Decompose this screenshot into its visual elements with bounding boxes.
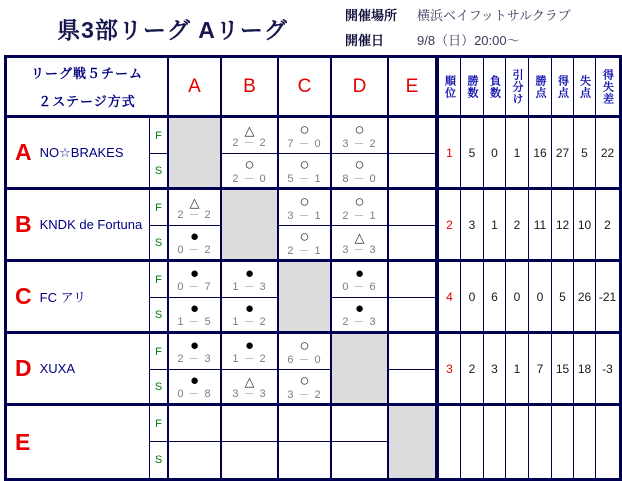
stat-A-goal-diff: 22 (596, 118, 619, 190)
page-title: 県3部リーグ Aリーグ (57, 17, 288, 43)
result-score: 7 － 0 (287, 137, 322, 150)
result-symbol: ○ (354, 119, 365, 139)
result-C-vs-B-S (222, 298, 279, 334)
team-row-label-D (7, 334, 150, 406)
team-row-label-B (7, 190, 150, 262)
date-value: 9/8（日）20:00～ (417, 33, 520, 48)
result-C-vs-A-S (169, 298, 222, 334)
result-symbol: ○ (299, 119, 310, 139)
result-symbol: ● (244, 300, 255, 317)
result-B-vs-C-S (279, 226, 332, 262)
stage-label-D-F: F (150, 334, 169, 370)
stat-E-losses (484, 406, 506, 478)
result-A-vs-B-S (222, 154, 279, 190)
corner-note-line1: リーグ戦５チーム (30, 66, 143, 81)
team-row-label-C (7, 262, 150, 334)
result-D-vs-C-F (279, 334, 332, 370)
stat-B-losses: 1 (484, 190, 506, 262)
result-D-vs-E-S (389, 370, 439, 406)
result-D-vs-C-S (279, 370, 332, 406)
result-symbol: △ (354, 229, 365, 245)
result-B-vs-A-F (169, 190, 222, 226)
stat-A-rank: 1 (439, 118, 461, 190)
opponent-header-C: C (279, 58, 332, 118)
result-score: 5 － 1 (287, 172, 322, 185)
result-score: 2 － 0 (232, 172, 267, 185)
result-score: 2 － 1 (342, 209, 377, 222)
result-symbol: ○ (354, 191, 365, 211)
venue-row (345, 5, 571, 24)
stat-B-goal-diff: 2 (596, 190, 619, 262)
stat-E-draws (506, 406, 529, 478)
result-A-vs-D-F (332, 118, 389, 154)
team-letter: A (15, 139, 32, 165)
diagonal-cell-E (389, 406, 439, 478)
team-letter: E (15, 428, 31, 455)
result-score: 2 － 3 (342, 316, 377, 328)
stat-D-losses: 3 (484, 334, 506, 406)
team-row-label-A (7, 118, 150, 190)
result-symbol: ● (354, 300, 365, 317)
result-score: 1 － 3 (232, 281, 267, 293)
result-score: 0 － 7 (177, 281, 212, 293)
stage-label-B-S: S (150, 226, 169, 262)
stat-header-points: 勝点 (529, 58, 552, 118)
stat-B-goals-for: 12 (552, 190, 574, 262)
stat-C-losses: 6 (484, 262, 506, 334)
league-table (4, 55, 622, 481)
result-E-vs-A-F (169, 406, 222, 442)
result-D-vs-A-F (169, 334, 222, 370)
result-E-vs-D-S (332, 442, 389, 478)
stat-header-goals-against: 失点 (574, 58, 596, 118)
result-symbol: ● (189, 265, 200, 282)
result-symbol: ○ (299, 370, 310, 390)
result-symbol: ● (189, 372, 200, 389)
stat-A-wins: 5 (461, 118, 484, 190)
stat-C-goals-against: 26 (574, 262, 596, 334)
result-score: 8 － 0 (342, 172, 377, 185)
team-letter: B (15, 211, 32, 237)
stat-A-draws: 1 (506, 118, 529, 190)
stat-D-wins: 2 (461, 334, 484, 406)
stat-B-points: 11 (529, 190, 552, 262)
result-A-vs-C-S (279, 154, 332, 190)
stat-B-wins: 3 (461, 190, 484, 262)
team-name: NO☆BRAKES (39, 144, 124, 160)
opponent-header-A: A (169, 58, 222, 118)
opponent-header-E: E (389, 58, 439, 118)
result-symbol: ○ (354, 154, 365, 174)
result-A-vs-E-F (389, 118, 439, 154)
result-symbol: ○ (244, 154, 255, 174)
result-D-vs-A-S (169, 370, 222, 406)
result-score: 2 － 2 (177, 208, 212, 221)
stage-label-A-F: F (150, 118, 169, 154)
result-E-vs-C-S (279, 442, 332, 478)
result-symbol: ● (189, 228, 200, 245)
diagonal-cell-D (332, 334, 389, 406)
diagonal-cell-A (169, 118, 222, 190)
venue-label: 開催場所 (345, 8, 398, 23)
page-header (0, 0, 622, 55)
team-name: FC アリ (39, 290, 87, 305)
result-symbol: ● (189, 337, 200, 354)
stage-label-B-F: F (150, 190, 169, 226)
opponent-header-D: D (332, 58, 389, 118)
result-score: 3 － 3 (342, 243, 377, 256)
opponent-header-B: B (222, 58, 279, 118)
team-letter: C (15, 283, 32, 309)
result-E-vs-A-S (169, 442, 222, 478)
result-symbol: ● (189, 300, 200, 317)
stat-A-goals-against: 5 (574, 118, 596, 190)
result-symbol: ○ (299, 335, 310, 355)
result-score: 0 － 6 (342, 281, 377, 293)
result-score: 2 － 3 (177, 353, 212, 365)
result-score: 0 － 2 (177, 244, 212, 256)
stage-label-E-S: S (150, 442, 169, 478)
result-score: 1 － 2 (232, 353, 267, 365)
venue-value: 横浜ベイフットサルクラブ (417, 8, 571, 23)
stat-header-losses: 負数 (484, 58, 506, 118)
result-B-vs-E-F (389, 190, 439, 226)
stat-D-draws: 1 (506, 334, 529, 406)
result-score: 1 － 2 (232, 316, 267, 328)
result-symbol: ● (244, 265, 255, 282)
result-symbol: △ (189, 194, 200, 210)
result-score: 3 － 2 (287, 388, 322, 401)
stat-header-draws: 引分け (506, 58, 529, 118)
date-row (345, 30, 571, 49)
stat-E-goal-diff (596, 406, 619, 478)
result-C-vs-E-F (389, 262, 439, 298)
result-symbol: ○ (299, 226, 310, 246)
stat-E-rank (439, 406, 461, 478)
result-E-vs-C-F (279, 406, 332, 442)
result-score: 0 － 8 (177, 388, 212, 400)
team-name: KNDK de Fortuna (39, 217, 143, 232)
stat-A-points: 16 (529, 118, 552, 190)
stat-header-rank: 順位 (439, 58, 461, 118)
stat-D-points: 7 (529, 334, 552, 406)
result-score: 6 － 0 (287, 353, 322, 366)
result-score: 3 － 1 (287, 209, 322, 222)
result-symbol: △ (244, 373, 255, 389)
result-C-vs-E-S (389, 298, 439, 334)
result-B-vs-D-F (332, 190, 389, 226)
result-B-vs-C-F (279, 190, 332, 226)
result-B-vs-D-S (332, 226, 389, 262)
stat-C-points: 0 (529, 262, 552, 334)
stage-label-D-S: S (150, 370, 169, 406)
stat-C-draws: 0 (506, 262, 529, 334)
team-letter: D (15, 355, 32, 381)
result-D-vs-E-F (389, 334, 439, 370)
result-score: 3 － 3 (232, 387, 267, 400)
stat-E-points (529, 406, 552, 478)
result-A-vs-D-S (332, 154, 389, 190)
stat-header-goal-diff: 得失差 (596, 58, 619, 118)
result-symbol: △ (244, 122, 255, 138)
diagonal-cell-C (279, 262, 332, 334)
team-name: XUXA (39, 361, 76, 376)
stat-C-goal-diff: -21 (596, 262, 619, 334)
stat-D-goals-against: 18 (574, 334, 596, 406)
result-B-vs-A-S (169, 226, 222, 262)
stat-header-wins: 勝数 (461, 58, 484, 118)
result-E-vs-B-S (222, 442, 279, 478)
result-A-vs-C-F (279, 118, 332, 154)
stat-E-goals-against (574, 406, 596, 478)
stat-D-goals-for: 15 (552, 334, 574, 406)
diagonal-cell-B (222, 190, 279, 262)
stat-B-rank: 2 (439, 190, 461, 262)
result-D-vs-B-S (222, 370, 279, 406)
stat-E-wins (461, 406, 484, 478)
corner-note (7, 58, 169, 118)
result-A-vs-E-S (389, 154, 439, 190)
result-B-vs-E-S (389, 226, 439, 262)
stat-header-goals-for: 得点 (552, 58, 574, 118)
result-E-vs-B-F (222, 406, 279, 442)
stat-C-wins: 0 (461, 262, 484, 334)
result-E-vs-D-F (332, 406, 389, 442)
result-score: 3 － 2 (342, 137, 377, 150)
stat-D-goal-diff: -3 (596, 334, 619, 406)
stat-E-goals-for (552, 406, 574, 478)
result-D-vs-B-F (222, 334, 279, 370)
result-C-vs-B-F (222, 262, 279, 298)
stat-C-goals-for: 5 (552, 262, 574, 334)
result-C-vs-A-F (169, 262, 222, 298)
result-score: 2 － 1 (287, 244, 322, 257)
result-score: 2 － 2 (232, 136, 267, 149)
result-C-vs-D-S (332, 298, 389, 334)
event-meta (345, 5, 571, 55)
stat-A-losses: 0 (484, 118, 506, 190)
stage-label-E-F: F (150, 406, 169, 442)
result-C-vs-D-F (332, 262, 389, 298)
result-symbol: ○ (299, 191, 310, 211)
result-symbol: ● (244, 337, 255, 354)
stage-label-C-F: F (150, 262, 169, 298)
stage-label-A-S: S (150, 154, 169, 190)
team-row-label-E (7, 406, 150, 478)
stat-B-draws: 2 (506, 190, 529, 262)
result-symbol: ● (354, 265, 365, 282)
stat-B-goals-against: 10 (574, 190, 596, 262)
result-A-vs-B-F (222, 118, 279, 154)
result-score: 1 － 5 (177, 316, 212, 328)
stat-A-goals-for: 27 (552, 118, 574, 190)
stat-D-rank: 3 (439, 334, 461, 406)
result-symbol: ○ (299, 154, 310, 174)
date-label: 開催日 (345, 33, 385, 48)
stat-C-rank: 4 (439, 262, 461, 334)
stage-label-C-S: S (150, 298, 169, 334)
corner-note-line2: ２ステージ方式 (38, 94, 136, 109)
